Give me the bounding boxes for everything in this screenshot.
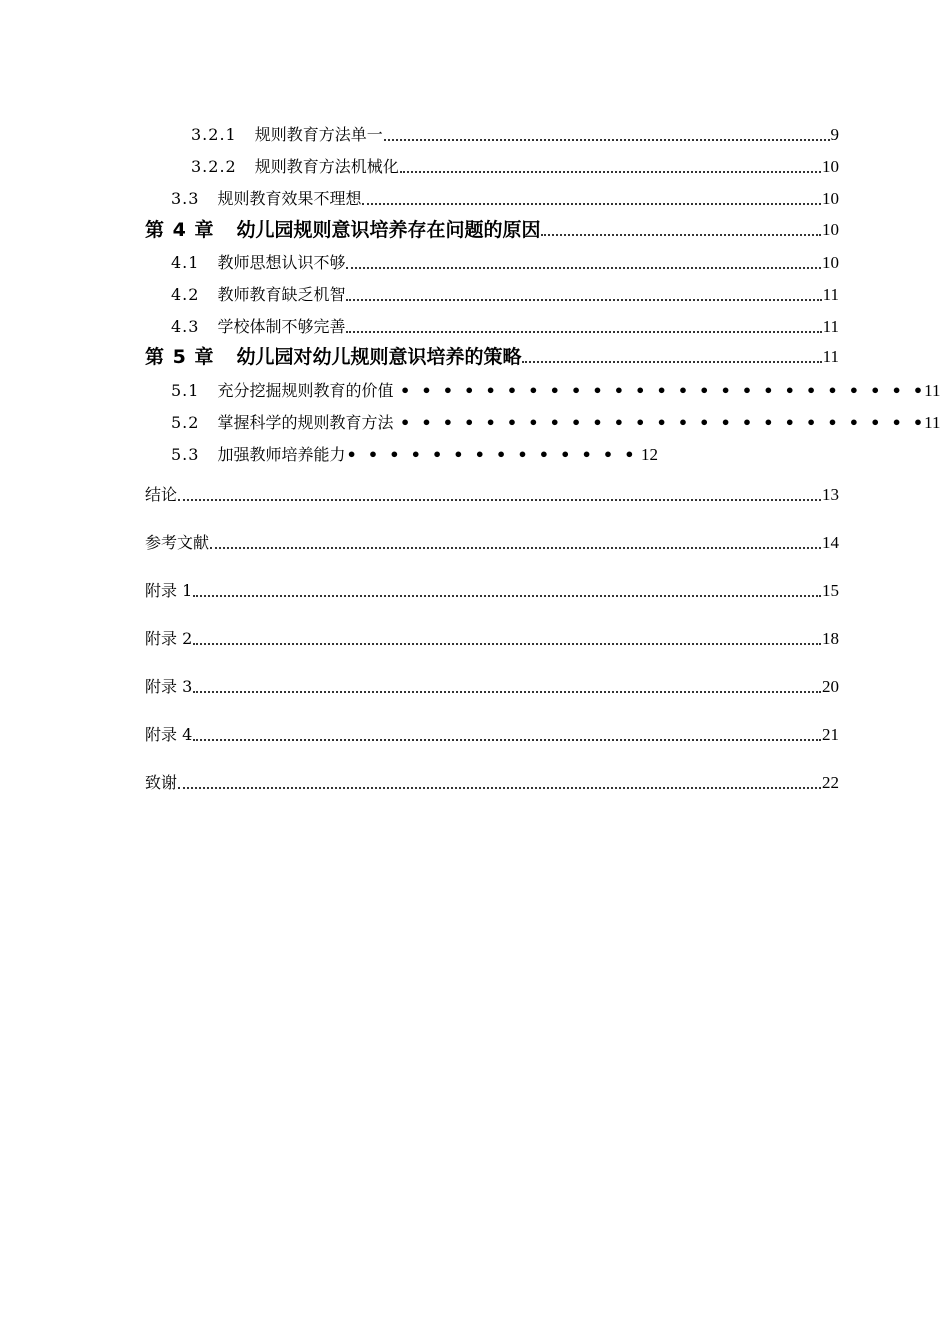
toc-chapter-number: 第 4 章 [145, 219, 215, 241]
toc-entry-page: 12 [641, 445, 659, 464]
toc-entry-appendix-3[interactable] [145, 669, 839, 697]
dot-leader [362, 201, 821, 205]
dot-leader [541, 232, 821, 236]
toc-entry-number: 5.2 [171, 413, 200, 432]
toc-entry-appendix-2[interactable] [145, 621, 839, 649]
toc-entry[interactable] [145, 245, 839, 273]
toc-entry-appendix-1[interactable] [145, 573, 839, 601]
toc-entry-title: 规则教育方法单一 [254, 125, 383, 144]
toc-entry-number: 4.2 [171, 285, 200, 304]
bullet-leader: • • • • • • • • • • • • • • • • • • • • • • • • • [394, 413, 924, 432]
dot-leader [210, 545, 821, 549]
toc-entry[interactable] [145, 181, 839, 209]
toc-entry-title: 附录 2 [145, 629, 193, 648]
toc-entry-page: 11 [822, 317, 839, 336]
toc-entry-references[interactable] [145, 525, 839, 553]
toc-entry-number: 3.2.1 [191, 125, 237, 144]
toc-chapter-4[interactable] [145, 213, 839, 241]
dot-leader [384, 137, 830, 141]
toc-entry-page: 22 [822, 773, 839, 792]
toc-entry-title: 教师教育缺乏机智 [217, 285, 346, 304]
dot-leader [178, 497, 821, 501]
toc-entry[interactable] [145, 373, 941, 401]
bullet-leader: • • • • • • • • • • • • • • [346, 445, 641, 464]
toc-entry-title: 规则教育效果不理想 [217, 189, 362, 208]
toc-entry-title: 充分挖掘规则教育的价值 [217, 381, 394, 400]
toc-entry-appendix-4[interactable] [145, 717, 839, 745]
toc-chapter-5[interactable] [145, 340, 839, 368]
toc-entry[interactable] [145, 437, 658, 465]
toc-entry-page: 20 [822, 677, 839, 696]
toc-entry-title: 教师思想认识不够 [217, 253, 346, 272]
toc-entry-page: 13 [822, 485, 839, 504]
dot-leader [193, 641, 821, 645]
toc-entry-title: 加强教师培养能力 [217, 445, 346, 464]
dot-leader [193, 737, 821, 741]
dot-leader [522, 359, 821, 363]
toc-entry-page: 18 [822, 629, 839, 648]
bullet-leader: • • • • • • • • • • • • • • • • • • • • • • • • • [394, 381, 924, 400]
toc-entry-page: 10 [822, 157, 839, 176]
dot-leader [400, 169, 821, 173]
toc-entry-page: 10 [822, 253, 839, 272]
toc-entry-title: 学校体制不够完善 [217, 317, 346, 336]
toc-entry-acknowledgements[interactable] [145, 765, 839, 793]
toc-entry-page: 10 [822, 189, 839, 208]
toc-entry-page: 9 [830, 125, 839, 144]
dot-leader [193, 593, 821, 597]
toc-entry-title: 附录 1 [145, 581, 193, 600]
toc-entry-page: 11 [822, 347, 839, 366]
dot-leader [346, 297, 821, 301]
toc-entry-title: 参考文献 [145, 533, 210, 552]
toc-chapter-number: 第 5 章 [145, 346, 215, 368]
toc-entry-page: 14 [822, 533, 839, 552]
toc-entry-title: 致谢 [145, 773, 178, 792]
toc-entry-title: 附录 4 [145, 725, 193, 744]
toc-entry-page: 15 [822, 581, 839, 600]
toc-entry-page: 11 [822, 285, 839, 304]
toc-entry-number: 5.1 [171, 381, 200, 400]
toc-entry-page: 11 [924, 413, 941, 432]
toc-entry[interactable] [145, 149, 839, 177]
dot-leader [178, 785, 821, 789]
toc-entry-title: 附录 3 [145, 677, 193, 696]
dot-leader [193, 689, 821, 693]
toc-entry-number: 4.3 [171, 317, 200, 336]
toc-entry-page: 11 [924, 381, 941, 400]
toc-entry-conclusion[interactable] [145, 477, 839, 505]
toc-entry-page: 10 [822, 220, 839, 239]
toc-entry-number: 3.3 [171, 189, 200, 208]
toc-entry[interactable] [145, 405, 941, 433]
toc-chapter-title: 幼儿园对幼儿规则意识培养的策略 [236, 346, 522, 368]
dot-leader [346, 265, 821, 269]
toc-entry-page: 21 [822, 725, 839, 744]
toc-entry[interactable] [145, 277, 839, 305]
toc-entry-number: 4.1 [171, 253, 200, 272]
toc-entry-number: 3.2.2 [191, 157, 237, 176]
toc-entry-title: 掌握科学的规则教育方法 [217, 413, 394, 432]
toc-entry[interactable] [145, 309, 839, 337]
toc-entry-title: 结论 [145, 485, 178, 504]
toc-entry[interactable] [145, 117, 839, 145]
toc-chapter-title: 幼儿园规则意识培养存在问题的原因 [236, 219, 541, 241]
dot-leader [346, 329, 821, 333]
toc-entry-number: 5.3 [171, 445, 200, 464]
toc-entry-title: 规则教育方法机械化 [254, 157, 399, 176]
